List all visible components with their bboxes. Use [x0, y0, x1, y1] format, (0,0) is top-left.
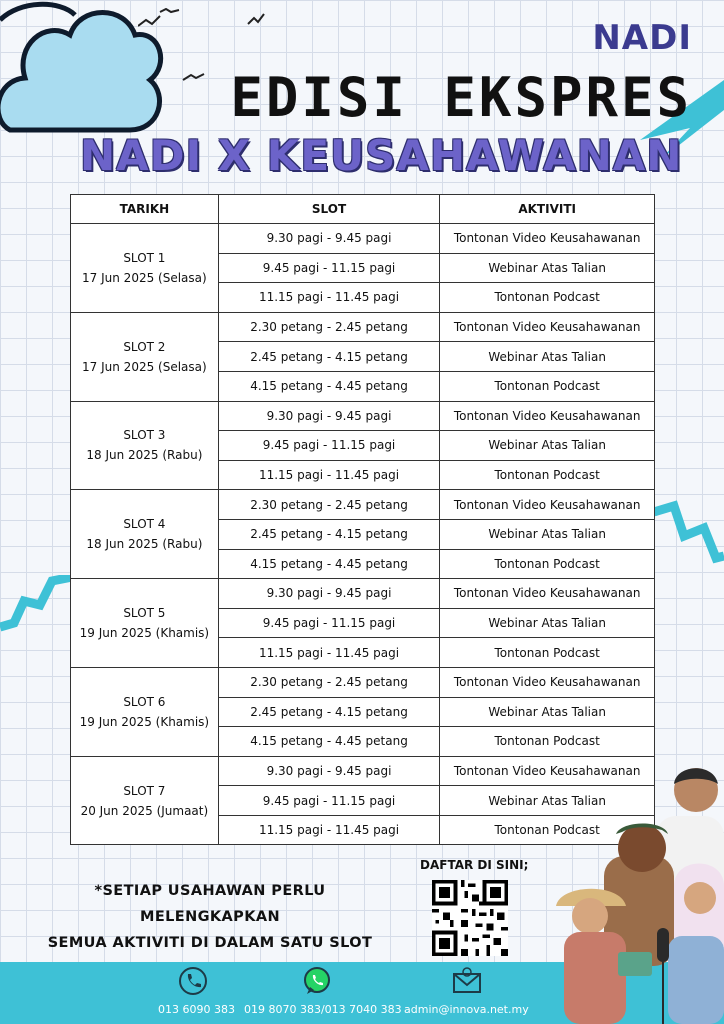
note-line: *SETIAP USAHAWAN PERLU MELENGKAPKAN	[94, 883, 326, 925]
activity-cell: Tontonan Video Keusahawanan	[440, 490, 655, 520]
slot-date-cell	[71, 224, 219, 313]
slot-date: 17 Jun 2025 (Selasa)	[82, 270, 207, 285]
slot-date-cell	[71, 312, 219, 401]
time-cell: 9.45 pagi - 11.15 pagi	[218, 608, 440, 638]
slot-name: SLOT 3	[123, 428, 166, 443]
register-label: DAFTAR DI SINI;	[420, 858, 529, 872]
time-cell: 9.45 pagi - 11.15 pagi	[218, 253, 440, 283]
time-cell: 4.15 petang - 4.45 petang	[218, 727, 440, 757]
table-row	[71, 401, 655, 431]
activity-cell: Tontonan Podcast	[440, 549, 655, 579]
activity-cell: Webinar Atas Talian	[440, 697, 655, 727]
column-header: AKTIVITI	[440, 195, 655, 224]
activity-cell: Webinar Atas Talian	[440, 253, 655, 283]
time-cell: 9.30 pagi - 9.45 pagi	[218, 401, 440, 431]
slot-name: SLOT 6	[123, 694, 166, 709]
activity-cell: Webinar Atas Talian	[440, 786, 655, 816]
table-row	[71, 579, 655, 609]
time-cell: 2.30 petang - 2.45 petang	[218, 490, 440, 520]
slot-date: 17 Jun 2025 (Selasa)	[82, 359, 207, 374]
time-cell: 2.45 petang - 4.15 petang	[218, 697, 440, 727]
zigzag-icon	[654, 500, 724, 570]
phone-icon	[178, 966, 208, 996]
activity-cell: Tontonan Video Keusahawanan	[440, 312, 655, 342]
schedule-table	[70, 194, 655, 845]
email-address[interactable]: admin@innova.net.my	[404, 1003, 529, 1016]
time-cell: 2.45 petang - 4.15 petang	[218, 519, 440, 549]
activity-cell: Tontonan Podcast	[440, 638, 655, 668]
whatsapp-number[interactable]: 019 8070 383/013 7040 383	[244, 1003, 402, 1016]
table-row	[71, 490, 655, 520]
slot-date-cell	[71, 579, 219, 668]
entrepreneurs-photo	[556, 756, 724, 1024]
activity-cell: Webinar Atas Talian	[440, 608, 655, 638]
time-cell: 9.30 pagi - 9.45 pagi	[218, 756, 440, 786]
activity-cell: Tontonan Video Keusahawanan	[440, 667, 655, 697]
time-cell: 9.30 pagi - 9.45 pagi	[218, 224, 440, 254]
time-cell: 4.15 petang - 4.45 petang	[218, 371, 440, 401]
slot-date: 19 Jun 2025 (Khamis)	[79, 714, 210, 729]
activity-cell: Tontonan Podcast	[440, 371, 655, 401]
activity-cell: Tontonan Podcast	[440, 283, 655, 313]
email-icon	[452, 966, 482, 996]
activity-cell: Tontonan Video Keusahawanan	[440, 224, 655, 254]
slot-name: SLOT 4	[123, 517, 166, 532]
time-cell: 2.30 petang - 2.45 petang	[218, 312, 440, 342]
activity-cell: Webinar Atas Talian	[440, 431, 655, 461]
slot-name: SLOT 7	[123, 783, 166, 798]
slot-name: SLOT 1	[123, 250, 166, 265]
activity-cell: Tontonan Video Keusahawanan	[440, 401, 655, 431]
activity-cell: Tontonan Video Keusahawanan	[440, 756, 655, 786]
slot-date: 20 Jun 2025 (Jumaat)	[80, 803, 209, 818]
slot-date: 18 Jun 2025 (Rabu)	[86, 448, 203, 463]
slot-date: 18 Jun 2025 (Rabu)	[86, 537, 203, 552]
note-line: SEMUA AKTIVITI DI DALAM SATU SLOT	[47, 935, 373, 951]
time-cell: 2.45 petang - 4.15 petang	[218, 342, 440, 372]
slot-date-cell	[71, 667, 219, 756]
time-cell: 11.15 pagi - 11.45 pagi	[218, 815, 440, 845]
time-cell: 11.15 pagi - 11.45 pagi	[218, 283, 440, 313]
slot-name: SLOT 5	[123, 606, 166, 621]
column-header: SLOT	[218, 195, 440, 224]
table-row	[71, 224, 655, 254]
time-cell: 9.45 pagi - 11.15 pagi	[218, 786, 440, 816]
time-cell: 2.30 petang - 2.45 petang	[218, 667, 440, 697]
table-row	[71, 312, 655, 342]
slot-date-cell	[71, 401, 219, 490]
activity-cell: Tontonan Podcast	[440, 727, 655, 757]
page-title: EDISI EKSPRES	[230, 66, 692, 129]
table-row	[71, 667, 655, 697]
time-cell: 9.30 pagi - 9.45 pagi	[218, 579, 440, 609]
time-cell: 11.15 pagi - 11.45 pagi	[218, 638, 440, 668]
page-subtitle: NADI X KEUSAHAWANAN	[80, 131, 683, 180]
brand-logo: NADI	[592, 18, 692, 58]
time-cell: 9.45 pagi - 11.15 pagi	[218, 431, 440, 461]
slot-date-cell	[71, 490, 219, 579]
zigzag-icon	[0, 575, 72, 635]
phone-number[interactable]: 013 6090 383	[158, 1003, 235, 1016]
activity-cell: Webinar Atas Talian	[440, 342, 655, 372]
activity-cell: Tontonan Video Keusahawanan	[440, 579, 655, 609]
whatsapp-icon	[302, 966, 332, 996]
slot-date: 19 Jun 2025 (Khamis)	[79, 626, 210, 641]
slot-name: SLOT 2	[123, 339, 166, 354]
activity-cell: Tontonan Podcast	[440, 460, 655, 490]
slot-date-cell	[71, 756, 219, 845]
table-header-row	[71, 195, 655, 224]
activity-cell: Webinar Atas Talian	[440, 519, 655, 549]
activity-cell: Tontonan Podcast	[440, 815, 655, 845]
column-header: TARIKH	[71, 195, 219, 224]
qr-code-icon[interactable]	[432, 880, 508, 956]
time-cell: 4.15 petang - 4.45 petang	[218, 549, 440, 579]
time-cell: 11.15 pagi - 11.45 pagi	[218, 460, 440, 490]
